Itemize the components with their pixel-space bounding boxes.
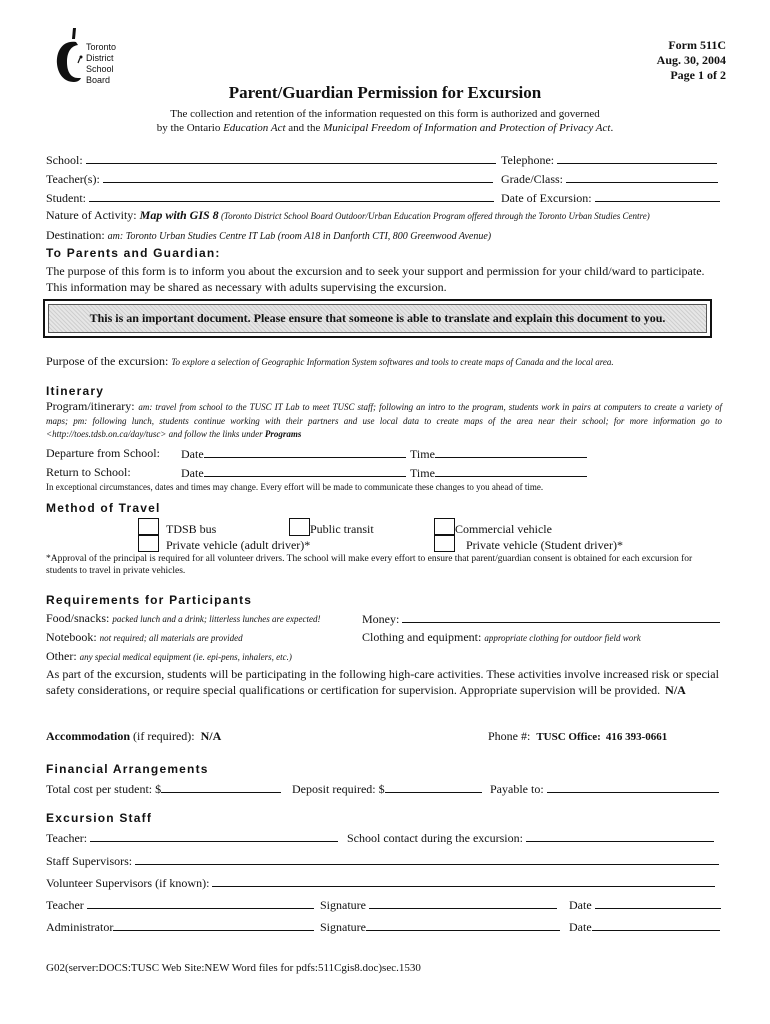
student-input-line[interactable] [89, 190, 494, 202]
logo-text-line4: Board [86, 75, 111, 85]
volunteer-supervisors-line[interactable] [212, 875, 715, 887]
intro-line2-a: by the Ontario [156, 122, 224, 134]
grade-class-row [501, 171, 718, 187]
phone-number: 416 393-0661 [605, 731, 668, 743]
administrator-signature-label: Signature [320, 920, 366, 934]
school-input-line[interactable] [86, 152, 496, 164]
return-date-label: Date [181, 466, 204, 480]
payable-line[interactable] [547, 781, 719, 793]
travel-note: *Approval of the principal is required for all volunteer drivers. The school will make every effort to ensure that parent/guardian consent is obtained for each excursion for students to travel in private vehicles. [46, 554, 693, 576]
teacher-label: Teacher: [46, 831, 88, 845]
itinerary-text [46, 400, 722, 441]
volunteer-supervisors-label: Volunteer Supervisors (if known): [46, 876, 210, 890]
purpose-row [46, 354, 614, 369]
clothing-row [362, 630, 641, 645]
purpose-value: To explore a selection of Geographic Information System softwares and tools to create maps of Canada and the local area. [171, 357, 614, 367]
activity-label: Nature of Activity: [46, 208, 140, 222]
travel-heading: Method of Travel [46, 501, 161, 515]
administrator-name-line[interactable] [113, 919, 314, 931]
intro-text [0, 107, 770, 135]
teacher-date-row [569, 897, 721, 913]
notebook-label: Notebook: [46, 630, 100, 644]
staff-supervisors-label: Staff Supervisors: [46, 854, 133, 868]
teacher-name-line[interactable] [87, 897, 314, 909]
intro-line2-d: Municipal Freedom of Information and Protection of Privacy Act [323, 122, 611, 134]
accommodation-value: N/A [200, 729, 222, 743]
to-parents-heading: To Parents and Guardian: [46, 246, 221, 260]
school-contact-row [347, 830, 714, 846]
return-time-line[interactable] [435, 465, 587, 477]
high-care-value: N/A [665, 682, 686, 697]
grade-class-label: Grade/Class: [501, 172, 563, 186]
school-contact-line[interactable] [526, 830, 714, 842]
logo-text-line3: School [86, 64, 114, 74]
student-row [46, 190, 494, 206]
other-value: any special medical equipment (ie. epi-pens, inhalers, etc.) [79, 652, 292, 662]
purpose-label: Purpose of the excursion: [46, 354, 172, 368]
food-label: Food/snacks: [46, 611, 113, 625]
staff-supervisors-row [46, 853, 719, 869]
school-contact-label: School contact during the excursion: [347, 831, 523, 845]
payable-row [490, 781, 719, 797]
public-transit-checkbox[interactable] [289, 518, 310, 536]
return-time-label: Time [410, 466, 435, 480]
notebook-row [46, 630, 243, 645]
other-label: Other: [46, 649, 80, 663]
notice-text: This is an important document. Please ensure that someone is able to translate and explain this document to you. [89, 311, 666, 325]
tdsb-logo [54, 28, 124, 88]
date-excursion-row [501, 190, 720, 206]
date-excursion-input-line[interactable] [595, 190, 720, 202]
form-number: Form 511C [668, 38, 726, 52]
administrator-row [46, 919, 314, 935]
private-student-checkbox[interactable] [434, 534, 455, 552]
administrator-date-line[interactable] [592, 919, 720, 931]
staff-heading: Excursion Staff [46, 811, 153, 825]
money-row [362, 611, 720, 627]
itinerary-value-bold: Programs [264, 429, 302, 439]
accommodation-label: Accommodation [46, 729, 130, 743]
departure-time-label: Time [410, 447, 435, 461]
requirements-heading: Requirements for Participants [46, 593, 253, 607]
intro-line2 [0, 121, 770, 135]
other-row [46, 649, 292, 664]
departure-label: Departure from School: [46, 446, 160, 460]
apple-logo-icon [54, 28, 88, 84]
high-care-text [46, 667, 722, 698]
phone-office: TUSC Office: [536, 731, 601, 743]
deposit-line[interactable] [385, 781, 482, 793]
destination-label: Destination: [46, 228, 108, 242]
grade-class-input-line[interactable] [566, 171, 718, 183]
staff-supervisors-line[interactable] [135, 853, 719, 865]
destination-row [46, 228, 491, 243]
form-page: Page 1 of 2 [670, 68, 726, 82]
administrator-date-row [569, 919, 720, 935]
clothing-label: Clothing and equipment: [362, 630, 485, 644]
tdsb-bus-label: TDSB bus [166, 522, 217, 536]
financial-heading: Financial Arrangements [46, 762, 209, 776]
deposit-row [292, 781, 482, 797]
public-transit-label: Public transit [310, 522, 374, 536]
volunteer-supervisors-row [46, 875, 715, 891]
food-row [46, 611, 320, 626]
money-label: Money: [362, 612, 400, 626]
total-cost-label: Total cost per student: $ [46, 782, 162, 796]
itinerary-label: Program/itinerary: [46, 399, 139, 413]
telephone-input-line[interactable] [557, 152, 717, 164]
intro-line1: The collection and retention of the information requested on this form is authorized and governed [170, 108, 600, 120]
return-date-row [181, 465, 406, 481]
intro-line2-c: and the [285, 122, 324, 134]
phone-row [488, 729, 667, 744]
notice-box [43, 299, 712, 338]
payable-label: Payable to: [490, 782, 544, 796]
total-cost-row [46, 781, 281, 797]
teachers-label: Teacher(s): [46, 172, 100, 186]
public-transit-option[interactable] [289, 518, 374, 537]
destination-value: am: Toronto Urban Studies Centre IT Lab (room A18 in Danforth CTI, 800 Greenwood Avenue) [107, 231, 492, 242]
clothing-value: appropriate clothing for outdoor field work [484, 633, 641, 643]
form-date: Aug. 30, 2004 [656, 53, 726, 67]
logo-text-line1: Toronto [86, 42, 117, 52]
school-row [46, 152, 496, 168]
teacher-sign-label: Teacher [46, 898, 84, 912]
teachers-row [46, 171, 493, 187]
departure-time-line[interactable] [435, 446, 587, 458]
logo-text-line2: District [86, 53, 114, 63]
departure-time-row [410, 446, 587, 462]
notebook-value: not required; all materials are provided [99, 633, 243, 643]
private-adult-checkbox[interactable] [138, 534, 159, 552]
itinerary-value: am: travel from school to the TUSC IT Lab to meet TUSC staff; following an intro to the program, students work in pairs at computers to create a variety of maps; pm: following lunch, students continue working with their partners and use local data to create maps of the area near their school; for more information go to <http://toes.tdsb.on.ca/day/tusc> and follow the links under [46, 402, 722, 439]
teacher-signature-label: Signature [320, 898, 366, 912]
student-label: Student: [46, 191, 87, 205]
return-date-line[interactable] [204, 465, 406, 477]
administrator-signature-line[interactable] [366, 919, 560, 931]
intro-line2-b: Education Act [223, 122, 286, 134]
teacher-line[interactable] [90, 830, 338, 842]
private-student-label: Private vehicle (Student driver)* [466, 538, 623, 552]
total-cost-line[interactable] [161, 781, 281, 793]
page-title: Parent/Guardian Permission for Excursion [228, 83, 542, 102]
form-info [657, 38, 726, 83]
administrator-date-label: Date [569, 920, 592, 934]
departure-date-line[interactable] [204, 446, 406, 458]
footer-path: G02(server:DOCS:TUSC Web Site:NEW Word files for pdfs:511Cgis8.doc)sec.1530 [46, 962, 421, 974]
departure-date-row [181, 446, 406, 462]
departure-date-label: Date [181, 447, 204, 461]
return-label: Return to School: [46, 465, 131, 479]
to-parents-text: The purpose of this form is to inform you about the excursion and to seek your support and permission for your child/ward to participate. This information may be shared as necessary with adults supervising the excursion. [46, 264, 705, 294]
private-student-option[interactable] [434, 534, 623, 553]
date-excursion-label: Date of Excursion: [501, 191, 592, 205]
phone-label: Phone #: [488, 729, 531, 743]
teachers-input-line[interactable] [103, 171, 493, 183]
accommodation-suffix: (if required): [130, 729, 195, 743]
itinerary-note: In exceptional circumstances, dates and times may change. Every effort will be made to communicate these changes to you ahead of time. [46, 482, 544, 492]
activity-note: (Toronto District School Board Outdoor/Urban Education Program offered through the Toronto Urban Studies Centre) [218, 211, 650, 221]
money-input-line[interactable] [402, 611, 720, 623]
accommodation-row [46, 729, 221, 744]
deposit-label: Deposit required: $ [292, 782, 385, 796]
telephone-label: Telephone: [501, 153, 555, 167]
private-adult-option[interactable] [138, 534, 310, 553]
teacher-signature-row [320, 897, 557, 913]
teacher-date-label: Date [569, 898, 592, 912]
teacher-row [46, 830, 338, 846]
high-care-description: As part of the excursion, students will be participating in the following high-care activities. These activities involve increased risk or special safety considerations, or require special qualifications or certification for supervision. Appropriate supervision will be provided. [46, 667, 719, 697]
private-adult-label: Private vehicle (adult driver)* [166, 538, 311, 552]
commercial-label: Commercial vehicle [455, 522, 552, 536]
administrator-signature-row [320, 919, 560, 935]
teacher-date-line[interactable] [595, 897, 721, 909]
telephone-row [501, 152, 717, 168]
intro-line2-e: . [610, 122, 614, 134]
teacher-sign-row [46, 897, 314, 913]
itinerary-heading: Itinerary [46, 384, 105, 398]
return-time-row [410, 465, 587, 481]
food-value: packed lunch and a drink; litterless lunches are expected! [112, 614, 321, 624]
teacher-signature-line[interactable] [369, 897, 557, 909]
administrator-label: Administrator [46, 920, 114, 934]
school-label: School: [46, 153, 83, 167]
activity-row [46, 208, 650, 223]
activity-value: Map with GIS 8 [139, 208, 219, 222]
